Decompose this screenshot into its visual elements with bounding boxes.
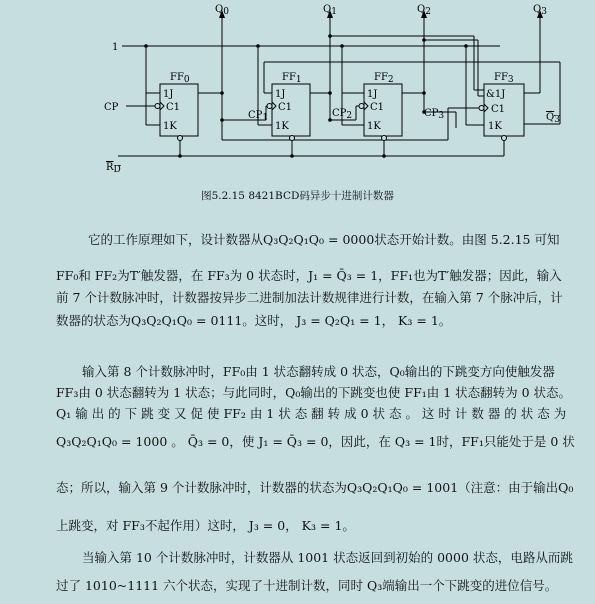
paragraph-line-4: 数器的状态为Q₃Q₂Q₁Q₀ = 0111。这时， J₃ = Q₂Q₁ = 1， K₃ = 1。 [56,313,452,328]
ff2-pin-c1: C1 [370,102,385,113]
ff2-pin-1j: 1J [367,89,378,100]
q3bar-label: Q3 [546,112,560,125]
cp2-label: CP2 [332,108,353,121]
paragraph-line-9: 态；所以，输入第 9 个计数脉冲时，计数器的状态为Q₃Q₂Q₁Q₀ = 1001（注意：由于输出Q₀ [56,480,574,495]
paragraph-line-7: Q₁ 输 出 的 下 跳 变 又 促 使 FF₂ 由 1 状 态 翻 转 成 0 状 态 。 这 时 计 数 器 的 状 态 为 [56,406,567,421]
paragraph-line-3: 前 7 个计数脉冲时，计数器按异步二进制加法计数规律进行计数，在输入第 7 个脉冲后，计 [56,290,563,305]
ff2-pin-1k: 1K [367,121,381,132]
paragraph-line-2: FF₀和 FF₂为T′触发器，在 FF₃为 0 状态时，J₁ = Q̄₃ = 1，FF₁也为T′触发器；因此，输入 [56,268,562,283]
q1-label: Q1 [323,4,337,17]
paragraph-line-1: 它的工作原理如下，设计数器从Q₃Q₂Q₁Q₀ = 0000状态开始计数。由图 5.2.15 可知 [88,232,560,247]
cp1-label: CP1 [248,110,269,123]
ff1-pin-c1: C1 [278,102,293,113]
ff1-label: FF1 [282,72,302,85]
q3-label: Q3 [533,4,547,17]
ff3-label: FF3 [494,72,514,85]
paragraph-line-12: 过了 1010~1111 六个状态，实现了十进制计数，同时 Q₃端输出一个下跳变的进位信号。 [56,578,558,593]
ff3-pin-and-1j: &1J [486,89,506,100]
cp-label: CP [104,102,119,113]
figure-caption: 图5.2.15 8421BCD码异步十进制计数器 [201,190,394,202]
ff0-pin-c1: C1 [166,102,181,113]
paragraph-line-10: 上跳变，对 FF₃不起作用）这时， J₃ = 0， K₃ = 1。 [56,518,355,533]
ff0-pin-1j: 1J [163,89,174,100]
ff0-pin-1k: 1K [163,121,177,132]
ff1-pin-1j: 1J [275,89,286,100]
paragraph-line-11: 当输入第 10 个计数脉冲时，计数器从 1001 状态返回到初始的 0000 状态，电路从而跳 [82,550,573,565]
one-input-label: 1 [112,42,119,53]
paragraph-line-6: FF₃由 0 状态翻转为 1 状态；与此同时，Q₀输出的下跳变也使 FF₁由 1 状态翻转为 0 状态。 [56,385,572,400]
q0-label: Q0 [215,4,229,17]
ff2-label: FF2 [374,72,394,85]
paragraph-line-5: 输入第 8 个计数脉冲时，FF₀由 1 状态翻转成 0 状态，Q₀输出的下跳变方向使触发器 [82,364,555,379]
cp3-label: CP3 [424,108,445,121]
rd-label: RD [106,162,121,175]
ff3-pin-c1: C1 [491,104,506,115]
ff3-pin-1k: 1K [488,121,502,132]
ff0-label: FF0 [170,72,190,85]
q2-label: Q2 [417,4,431,17]
paragraph-line-8: Q₃Q₂Q₁Q₀ = 1000 。 Q̄₃ = 0，使 J₁ = Q̄₃ = 0，因此，在 Q₃ = 1时，FF₁只能处于是 0 状 [56,434,575,449]
counter-circuit-diagram [0,0,595,186]
ff1-pin-1k: 1K [275,121,289,132]
